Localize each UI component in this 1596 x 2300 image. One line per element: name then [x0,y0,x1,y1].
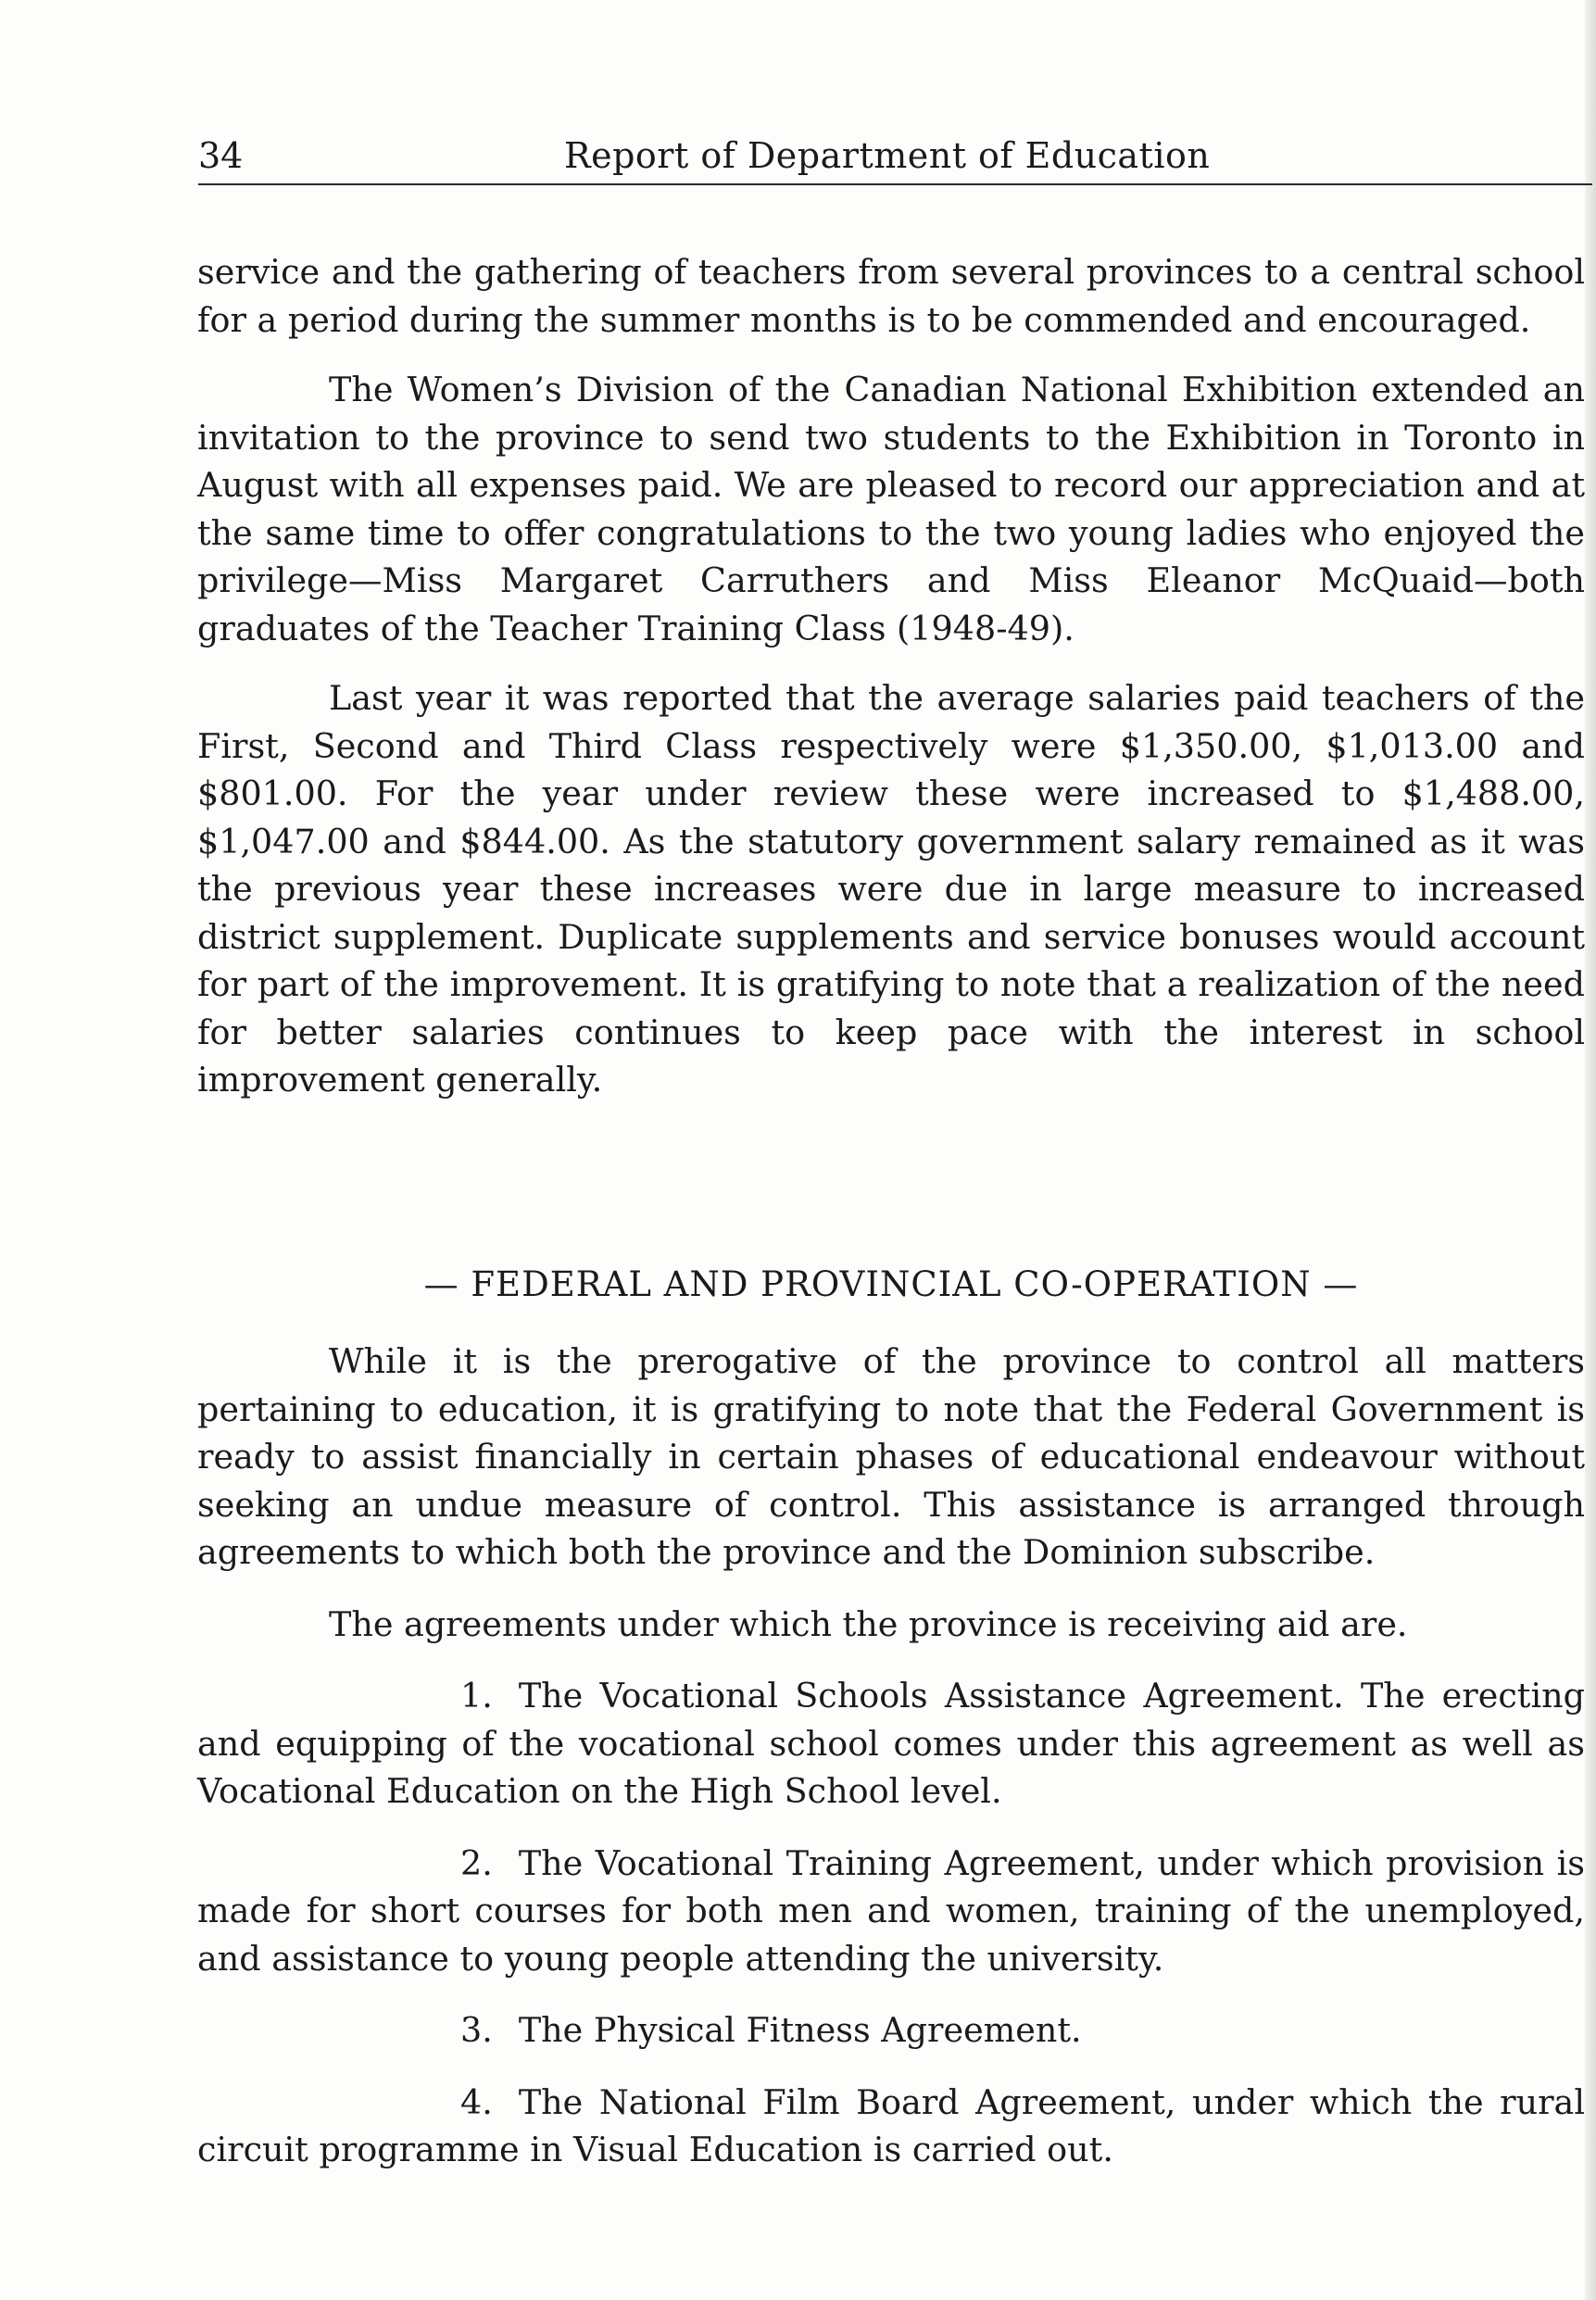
list-item [197,2006,1585,2055]
running-head-title: Report of Department of Education [564,135,1211,176]
list-item-text: The Physical Fitness Agreement. [518,2010,1082,2050]
section-heading: — FEDERAL AND PROVINCIAL CO-OPERATION — [423,1264,1359,1304]
list-item-number: 4. [460,2081,493,2122]
page-header [198,130,1592,187]
list-item-number: 2. [460,1842,493,1883]
list-item-text: The Vocational Training Agreement, under which provision is made for short courses for both men and women, training of the unemployed, and assistance to young people attending the university. [197,1842,1585,1979]
list-item-text: The National Film Board Agreement, under which the rural circuit programme in Visual Education is carried out. [197,2081,1585,2169]
list-item-number: 1. [460,1676,493,1716]
paragraph-salaries: Last year it was reported that the average salaries paid teachers of the First, Second and Third Class respectively were $1,350.00, $1,013.00 and $801.00. For the year under review these were increased to $1,488.00, $1,047.00 and $844.00. As the statutory government salary remained as it was the previous year these increases were due in large measure to increased district supplement. Duplicate supplements and service bonuses would account for part of the improvement. It is gratifying to note that a realization of the need for better salaries continues to keep pace with the interest in school improvement generally. [197,678,1585,1100]
header-rule [198,183,1592,185]
paragraph-exhibition: The Women’s Division of the Canadian National Exhibition extended an invitation to the province to send two students to the Exhibition in Toronto in August with all expenses paid. We are pleased to record our appreciation and at the same time to offer congratulations to the two young ladies who enjoyed the privilege—Miss Margaret Carruthers and Miss Eleanor McQuaid—both graduates of the Teacher Training Class (1948-49). [197,370,1585,648]
list-item-text: The Vocational Schools Assistance Agreement. The erecting and equipping of the vocational school comes under this agreement as well as Vocational Education on the High School level. [197,1676,1585,1811]
list-item-number: 3. [460,2010,493,2050]
body-text-top [197,248,1585,1104]
paragraph-agreements-lead: The agreements under which the province is receiving aid are. [329,1603,1408,1644]
paragraph-cooperation: While it is the prerogative of the province to control all matters pertaining to education, it is gratifying to note that the Federal Government is ready to assist financially in certain phases of educational endeavour without seeking an undue measure of control. This assistance is arranged through agreements to which both the province and the Dominion subscribe. [197,1341,1585,1572]
list-item [197,1840,1585,1983]
list-item [197,1672,1585,1816]
paragraph-continued: service and the gathering of teachers from several provinces to a central school for a period during the summer months is to be commended and encouraged. [197,252,1585,340]
body-text-section [197,1338,1585,2174]
list-item [197,2079,1585,2174]
page-number: 34 [198,135,244,176]
page-edge-shadow [1585,0,1596,2300]
